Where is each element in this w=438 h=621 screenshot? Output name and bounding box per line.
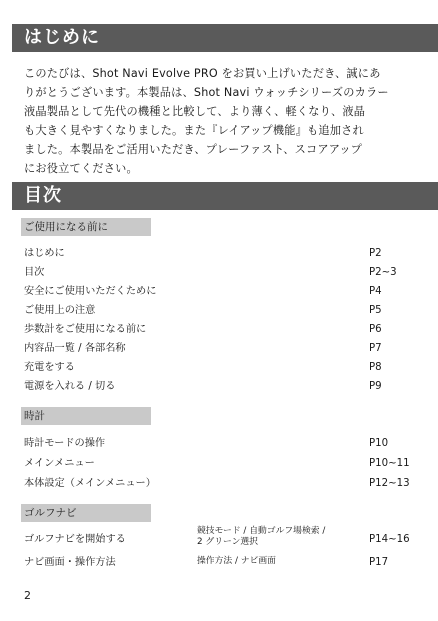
intro-line: このたびは、Shot Navi Evolve PRO をお買い上げいただき、誠にあ [24,67,381,80]
toc-entry[interactable] [24,322,414,338]
intro-paragraph [24,64,414,178]
toc-entry-label: 歩数計をご使用になる前に [24,324,147,335]
toc-entry-note [197,526,347,548]
toc-entry[interactable] [24,555,414,571]
intro-line: りがとうございます。本製品は、Shot Navi ウォッチシリーズのカラー [24,86,389,99]
toc-entry-label: 安全にご使用いただくために [24,286,157,297]
intro-heading: はじめに [24,27,100,48]
toc-entry-label: メインメニュー [24,458,95,469]
toc-entry-page: P17 [369,557,389,568]
toc-entry-page: P12~13 [369,478,410,489]
toc-category-golf-navi: ゴルフナビ [21,504,151,522]
toc-entry-page: P2~3 [369,267,397,278]
toc-entry-note-line: 競技モード / 自動ゴルフ場検索 / [197,526,326,536]
toc-entry-page: P14~16 [369,534,410,545]
intro-line: も大きく見やすくなりました。また『レイアップ機能』も追加され [24,124,364,137]
page-number: 2 [24,589,31,602]
toc-entry-label: ご使用上の注意 [24,305,96,316]
toc-entry-page: P7 [369,343,382,354]
toc-heading: 目次 [24,185,62,206]
toc-category-watch: 時計 [21,407,151,425]
toc-entry-page: P9 [369,381,382,392]
toc-entry[interactable] [24,303,414,319]
toc-entry[interactable] [24,526,414,548]
toc-entry-label: 時計モードの操作 [24,438,106,449]
toc-entry-label: 本体設定（メインメニュー） [24,478,156,489]
toc-entry-page: P2 [369,248,382,259]
toc-entry-note-line: 操作方法 / ナビ画面 [197,556,276,566]
toc-entry-label: ゴルフナビを開始する [24,534,126,545]
toc-entry[interactable] [24,476,414,492]
toc-entry[interactable] [24,456,414,472]
toc-entry-page: P10~11 [369,458,410,469]
toc-entry-note-line: 2 グリーン選択 [197,537,258,547]
toc-entry[interactable] [24,246,414,262]
toc-entry-label: 充電をする [24,362,75,373]
toc-entry[interactable] [24,341,414,357]
toc-entry-note [197,556,347,567]
toc-entry-label: 目次 [24,267,45,278]
toc-entry-label: はじめに [24,248,65,259]
toc-entry[interactable] [24,265,414,281]
toc-entry[interactable] [24,284,414,300]
intro-line: ました。本製品をご活用いただき、プレーファスト、スコアアップ [24,143,363,156]
toc-heading-bar [12,182,438,210]
toc-entry-label: 電源を入れる / 切る [24,381,116,392]
toc-entry[interactable] [24,379,414,395]
toc-entry[interactable] [24,436,414,452]
toc-entry[interactable] [24,360,414,376]
toc-entry-page: P5 [369,305,382,316]
toc-entry-page: P8 [369,362,382,373]
toc-entry-label: 内容品一覧 / 各部名称 [24,343,126,354]
toc-category-before-use: ご使用になる前に [21,218,151,236]
toc-entry-page: P10 [369,438,389,449]
toc-entry-label: ナビ画面・操作方法 [24,557,116,568]
toc-entry-page: P6 [369,324,382,335]
intro-heading-bar [12,24,438,52]
toc-entry-page: P4 [369,286,382,297]
intro-line: にお役立てください。 [24,162,138,175]
intro-line: 液晶製品として先代の機種と比較して、より薄く、軽くなり、液晶 [24,105,366,118]
